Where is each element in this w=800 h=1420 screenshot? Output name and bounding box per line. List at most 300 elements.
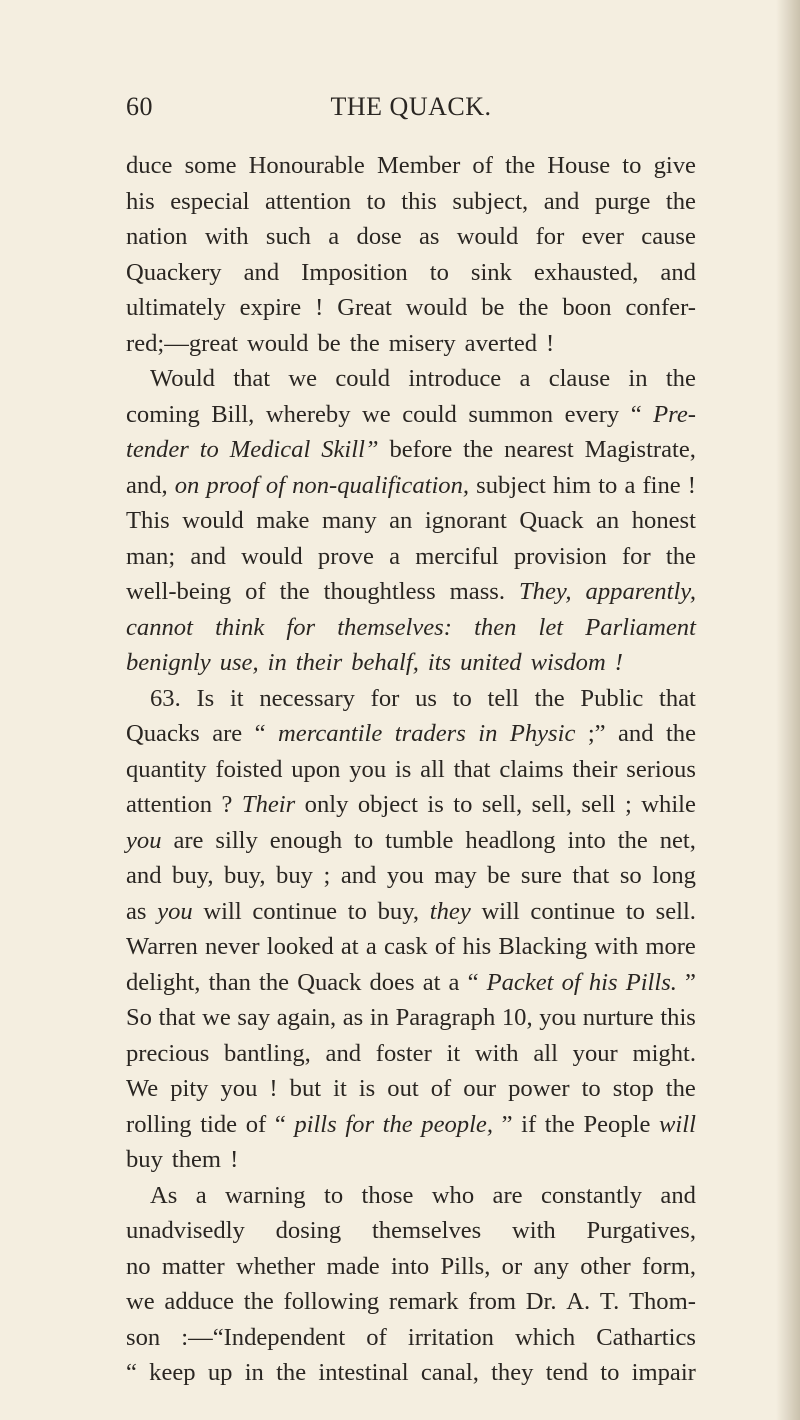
- word: sell,: [481, 791, 523, 818]
- text-line: [126, 397, 696, 433]
- word: continue: [530, 897, 616, 925]
- italic-word: you: [157, 897, 193, 925]
- word: nurture: [582, 1004, 654, 1031]
- page-edge-shadow: [776, 0, 800, 1420]
- word: as: [418, 223, 440, 250]
- word: those: [361, 1181, 414, 1209]
- word: in: [628, 365, 648, 392]
- word: Quackery: [126, 258, 222, 286]
- word: Quack: [297, 968, 362, 996]
- word: all: [420, 755, 445, 783]
- word: a: [195, 1181, 207, 1209]
- word: buy,: [172, 862, 214, 889]
- word: his: [126, 187, 155, 215]
- word: Quacks: [126, 720, 200, 747]
- word: from: [468, 1288, 517, 1315]
- word: it: [446, 1039, 461, 1067]
- word: would: [246, 329, 309, 357]
- word: Paragraph: [395, 1004, 496, 1031]
- italic-word: !: [614, 649, 623, 676]
- italic-word: people,: [421, 1110, 494, 1138]
- word: Pills,: [440, 1252, 491, 1280]
- word: adduce: [164, 1288, 235, 1315]
- word: keep: [149, 1359, 196, 1386]
- word: be: [317, 329, 341, 357]
- word: son: [126, 1323, 161, 1351]
- word: quantity: [126, 755, 207, 783]
- word: would: [456, 223, 519, 250]
- word: Magistrate,: [584, 436, 696, 463]
- word: a: [365, 933, 377, 960]
- word: a: [328, 223, 340, 250]
- word: would: [182, 507, 244, 534]
- word: tend: [545, 1359, 589, 1386]
- word: of: [434, 933, 456, 960]
- word: are: [173, 826, 204, 854]
- word: and: [126, 862, 162, 889]
- word: to: [600, 1359, 620, 1386]
- word: headlong: [465, 826, 556, 854]
- word: and: [243, 258, 280, 286]
- word: and: [190, 542, 226, 570]
- word: the: [665, 1075, 696, 1102]
- italic-word: apparently,: [585, 578, 696, 605]
- word: buy: [126, 1146, 163, 1173]
- word: whether: [235, 1252, 316, 1280]
- word: our: [463, 1075, 497, 1102]
- word: continue: [252, 897, 338, 925]
- word: delight,: [126, 968, 201, 996]
- word: and,: [126, 471, 168, 499]
- word: so: [619, 862, 642, 889]
- word: dosing: [275, 1217, 342, 1244]
- italic-word: then: [474, 613, 517, 641]
- word: upon: [291, 755, 341, 783]
- word: introduce: [408, 365, 502, 392]
- word: only: [304, 791, 349, 818]
- word: the: [276, 1359, 307, 1386]
- word: A.: [566, 1288, 591, 1315]
- word: of: [366, 1323, 387, 1351]
- word: will: [203, 897, 242, 925]
- word: tumble: [385, 826, 454, 854]
- word: such: [265, 223, 311, 250]
- word: is: [394, 755, 412, 783]
- italic-word: in: [478, 720, 498, 747]
- word: “: [467, 968, 479, 996]
- text-line: [126, 574, 696, 610]
- word: this: [401, 187, 437, 215]
- word: Public: [580, 684, 644, 712]
- word: duce: [126, 152, 173, 179]
- word: ”: [685, 968, 696, 996]
- word: canal,: [420, 1359, 479, 1386]
- word: of: [472, 152, 493, 179]
- word: that: [453, 755, 491, 783]
- word: of: [245, 1110, 267, 1138]
- word: dose: [356, 223, 402, 250]
- italic-word: benignly: [126, 649, 211, 676]
- word: stop: [612, 1075, 654, 1102]
- word: every: [564, 400, 620, 428]
- word: for: [621, 542, 651, 570]
- italic-word: united: [460, 649, 522, 676]
- word: and: [618, 720, 654, 747]
- word: sink: [470, 258, 512, 286]
- word: Warren: [126, 933, 198, 960]
- text-line: [126, 858, 696, 894]
- word: boon: [562, 294, 612, 321]
- word: Imposition: [301, 258, 408, 286]
- word: would: [241, 542, 303, 570]
- word: cause: [641, 223, 696, 250]
- word: make: [256, 507, 310, 534]
- text-line: [126, 432, 696, 468]
- word: the: [534, 684, 565, 712]
- word: no: [126, 1252, 151, 1280]
- word: we: [362, 400, 391, 428]
- text-line: [126, 929, 696, 965]
- word: if: [521, 1110, 537, 1138]
- word: the: [463, 436, 494, 463]
- word: We: [126, 1075, 159, 1102]
- word: !: [687, 471, 696, 499]
- word: buy,: [377, 897, 420, 925]
- text-line: [126, 1320, 696, 1356]
- italic-word: Packet: [486, 968, 554, 996]
- word: misery: [388, 329, 456, 357]
- word: in: [369, 1004, 389, 1031]
- word: with: [204, 223, 249, 250]
- italic-word: think: [215, 613, 265, 641]
- body-text: [126, 148, 696, 1391]
- word: it: [333, 1075, 347, 1102]
- italic-word: of: [561, 968, 581, 996]
- word: give: [653, 152, 696, 179]
- word: be: [487, 862, 511, 889]
- word: !: [546, 329, 555, 357]
- word: in: [244, 1359, 264, 1386]
- word: who: [431, 1181, 475, 1209]
- word: Great: [337, 294, 392, 321]
- italic-word: cannot: [126, 613, 193, 641]
- italic-word: use,: [219, 649, 259, 676]
- word: buy: [276, 862, 313, 889]
- word: to: [581, 1075, 601, 1102]
- italic-word: let: [538, 613, 564, 641]
- word: a: [448, 968, 460, 996]
- word: we: [202, 1004, 231, 1031]
- word: mass.: [449, 578, 505, 605]
- word: their: [572, 755, 618, 783]
- word: into: [567, 826, 606, 854]
- word: net,: [659, 826, 696, 854]
- text-line: [126, 148, 696, 184]
- word: prove: [317, 542, 374, 570]
- word: provision: [513, 542, 607, 570]
- word: Honourable: [248, 152, 365, 179]
- word: As: [150, 1181, 178, 1209]
- word: So: [126, 1004, 152, 1031]
- word: you: [349, 755, 387, 783]
- word: made: [326, 1252, 380, 1280]
- word: that: [233, 365, 271, 392]
- word: him: [552, 471, 592, 499]
- text-line: [126, 539, 696, 575]
- italic-word: for: [286, 613, 316, 641]
- word: a: [389, 542, 401, 570]
- word: of: [430, 1075, 452, 1102]
- word: could: [402, 400, 457, 428]
- word: to: [354, 826, 374, 854]
- word: enough: [269, 826, 343, 854]
- word: ”: [501, 1110, 513, 1138]
- word: a: [519, 365, 531, 392]
- italic-word: the: [382, 1110, 413, 1138]
- word: “: [630, 400, 642, 428]
- word: man;: [126, 542, 176, 570]
- word: subject: [476, 471, 546, 499]
- word: with: [511, 1217, 556, 1244]
- word: fine: [642, 471, 681, 499]
- word: Dr.: [525, 1288, 557, 1315]
- word: and: [325, 1039, 362, 1067]
- text-line: [126, 1213, 696, 1249]
- word: an: [596, 507, 620, 534]
- word: to: [625, 897, 645, 925]
- word: the: [665, 365, 696, 392]
- word: to: [323, 1181, 344, 1209]
- word: foster: [375, 1039, 432, 1067]
- word: ignorant: [424, 507, 507, 534]
- word: sell: [581, 791, 616, 818]
- italic-word: their: [295, 649, 343, 676]
- text-line: [126, 361, 696, 397]
- word: and: [660, 1181, 696, 1209]
- word: to: [598, 471, 618, 499]
- word: claims: [499, 755, 564, 783]
- word: would: [405, 294, 468, 321]
- word: bantling,: [224, 1039, 311, 1067]
- word: could: [335, 365, 391, 392]
- word: the: [279, 578, 310, 605]
- word: cask: [383, 933, 428, 960]
- word: Thom-: [628, 1288, 696, 1315]
- word: summon: [468, 400, 554, 428]
- word: Cathartics: [596, 1323, 696, 1351]
- word: ultimately: [126, 294, 226, 321]
- italic-word: in: [267, 649, 287, 676]
- word: foisted: [215, 755, 283, 783]
- italic-word: you: [126, 826, 162, 854]
- text-line: [126, 184, 696, 220]
- text-line: [126, 752, 696, 788]
- word: to: [452, 684, 472, 712]
- italic-word: Physic: [509, 720, 576, 747]
- word: the: [349, 329, 380, 357]
- word: coming: [126, 400, 200, 428]
- word: this: [660, 1004, 696, 1031]
- word: and: [543, 187, 580, 215]
- word: that: [659, 684, 696, 712]
- italic-word: Parliament: [585, 613, 696, 641]
- word: 10,: [501, 1004, 533, 1031]
- word: the: [665, 542, 696, 570]
- word: the: [518, 294, 549, 321]
- text-line: [126, 255, 696, 291]
- italic-word: non-qualification,: [292, 471, 470, 499]
- word: This: [126, 507, 170, 534]
- page-number: 60: [126, 92, 153, 121]
- word: long: [652, 862, 696, 889]
- text-line: [126, 1249, 696, 1285]
- text-line: [126, 787, 696, 823]
- word: power: [508, 1075, 570, 1102]
- word: impair: [631, 1359, 696, 1386]
- text-line: [126, 894, 696, 930]
- word: serious: [626, 755, 696, 783]
- word: of: [245, 578, 266, 605]
- word: be: [481, 294, 505, 321]
- text-line: [126, 645, 696, 681]
- word: again,: [276, 1004, 337, 1031]
- text-line: [126, 503, 696, 539]
- word: to: [366, 187, 386, 215]
- word: than: [208, 968, 251, 996]
- word: is: [358, 1075, 376, 1102]
- word: Blacking: [498, 933, 588, 960]
- word: to: [622, 152, 642, 179]
- text-line: [126, 823, 696, 859]
- word: a: [624, 471, 636, 499]
- text-line: [126, 1071, 696, 1107]
- word: with: [474, 1039, 519, 1067]
- word: out: [387, 1075, 419, 1102]
- word: 63.: [150, 684, 181, 712]
- page-header: [126, 92, 696, 124]
- word: you: [220, 1075, 258, 1102]
- word: nearest: [504, 436, 574, 463]
- word: nation: [126, 223, 188, 250]
- word: ;: [624, 791, 632, 818]
- word: the: [665, 187, 696, 215]
- italic-word: Pills.: [625, 968, 677, 996]
- word: some: [184, 152, 237, 179]
- word: sure: [520, 862, 562, 889]
- italic-word: pills: [294, 1110, 337, 1138]
- word: precious: [126, 1039, 210, 1067]
- word: Quack: [519, 507, 584, 534]
- italic-word: on: [174, 471, 200, 499]
- word: Purgatives,: [586, 1217, 696, 1244]
- word: will: [481, 897, 520, 925]
- word: warning: [225, 1181, 306, 1209]
- word: ;: [323, 862, 331, 889]
- word: while: [641, 791, 696, 818]
- italic-word: they: [429, 897, 471, 925]
- word: up: [207, 1359, 233, 1386]
- italic-word: to: [199, 436, 219, 463]
- text-line: [126, 468, 696, 504]
- word: your: [572, 1039, 618, 1067]
- italic-word: wisdom: [530, 649, 606, 676]
- word: the: [259, 968, 290, 996]
- word: to: [453, 791, 473, 818]
- word: averted: [464, 329, 538, 357]
- text-line: [126, 219, 696, 255]
- word: might.: [632, 1039, 696, 1067]
- word: the: [665, 720, 696, 747]
- word: us: [415, 684, 437, 712]
- italic-word: Skill”: [321, 436, 379, 463]
- word: at: [422, 968, 441, 996]
- italic-word: behalf,: [351, 649, 419, 676]
- word: “: [254, 720, 266, 747]
- word: we: [126, 1288, 155, 1315]
- italic-word: themselves:: [337, 613, 452, 641]
- word: expire: [239, 294, 302, 321]
- word: tide: [200, 1110, 238, 1138]
- italic-word: Their: [241, 791, 296, 818]
- word: that: [572, 862, 610, 889]
- word: many: [321, 507, 377, 534]
- text-line: [126, 1036, 696, 1072]
- word: ever: [581, 223, 624, 250]
- text-line: [126, 1107, 696, 1143]
- word: are: [492, 1181, 523, 1209]
- word: subject,: [452, 187, 529, 215]
- word: confer-: [625, 294, 696, 321]
- text-line: [126, 1142, 696, 1178]
- word: silly: [215, 826, 258, 854]
- word: all: [533, 1039, 558, 1067]
- word: People: [583, 1110, 651, 1138]
- word: “: [274, 1110, 286, 1138]
- word: before: [389, 436, 453, 463]
- word: buy,: [224, 862, 266, 889]
- word: T.: [599, 1288, 620, 1315]
- word: attention: [126, 791, 213, 818]
- word: merciful: [415, 542, 499, 570]
- word: constantly: [540, 1181, 643, 1209]
- italic-word: of: [265, 471, 286, 499]
- italic-word: his: [588, 968, 618, 996]
- word: themselves: [371, 1217, 482, 1244]
- word: any: [533, 1252, 569, 1280]
- word: never: [204, 933, 260, 960]
- word: whereby: [265, 400, 351, 428]
- word: or: [501, 1252, 523, 1280]
- word: we: [288, 365, 318, 392]
- word: irritation: [407, 1323, 494, 1351]
- word: at: [340, 933, 359, 960]
- word: !: [230, 1146, 239, 1173]
- running-title: THE QUACK.: [330, 92, 492, 121]
- word: the: [617, 826, 648, 854]
- text-line: [126, 1178, 696, 1214]
- word: “: [126, 1359, 137, 1386]
- word: more: [645, 933, 696, 960]
- italic-word: for: [345, 1110, 375, 1138]
- word: an: [389, 507, 413, 534]
- text-line: [126, 610, 696, 646]
- word: for: [535, 223, 565, 250]
- word: it: [229, 684, 244, 712]
- word: well-being: [126, 578, 232, 605]
- word: exhausted,: [533, 258, 639, 286]
- word: Is: [196, 684, 215, 712]
- italic-word: mercantile: [278, 720, 383, 747]
